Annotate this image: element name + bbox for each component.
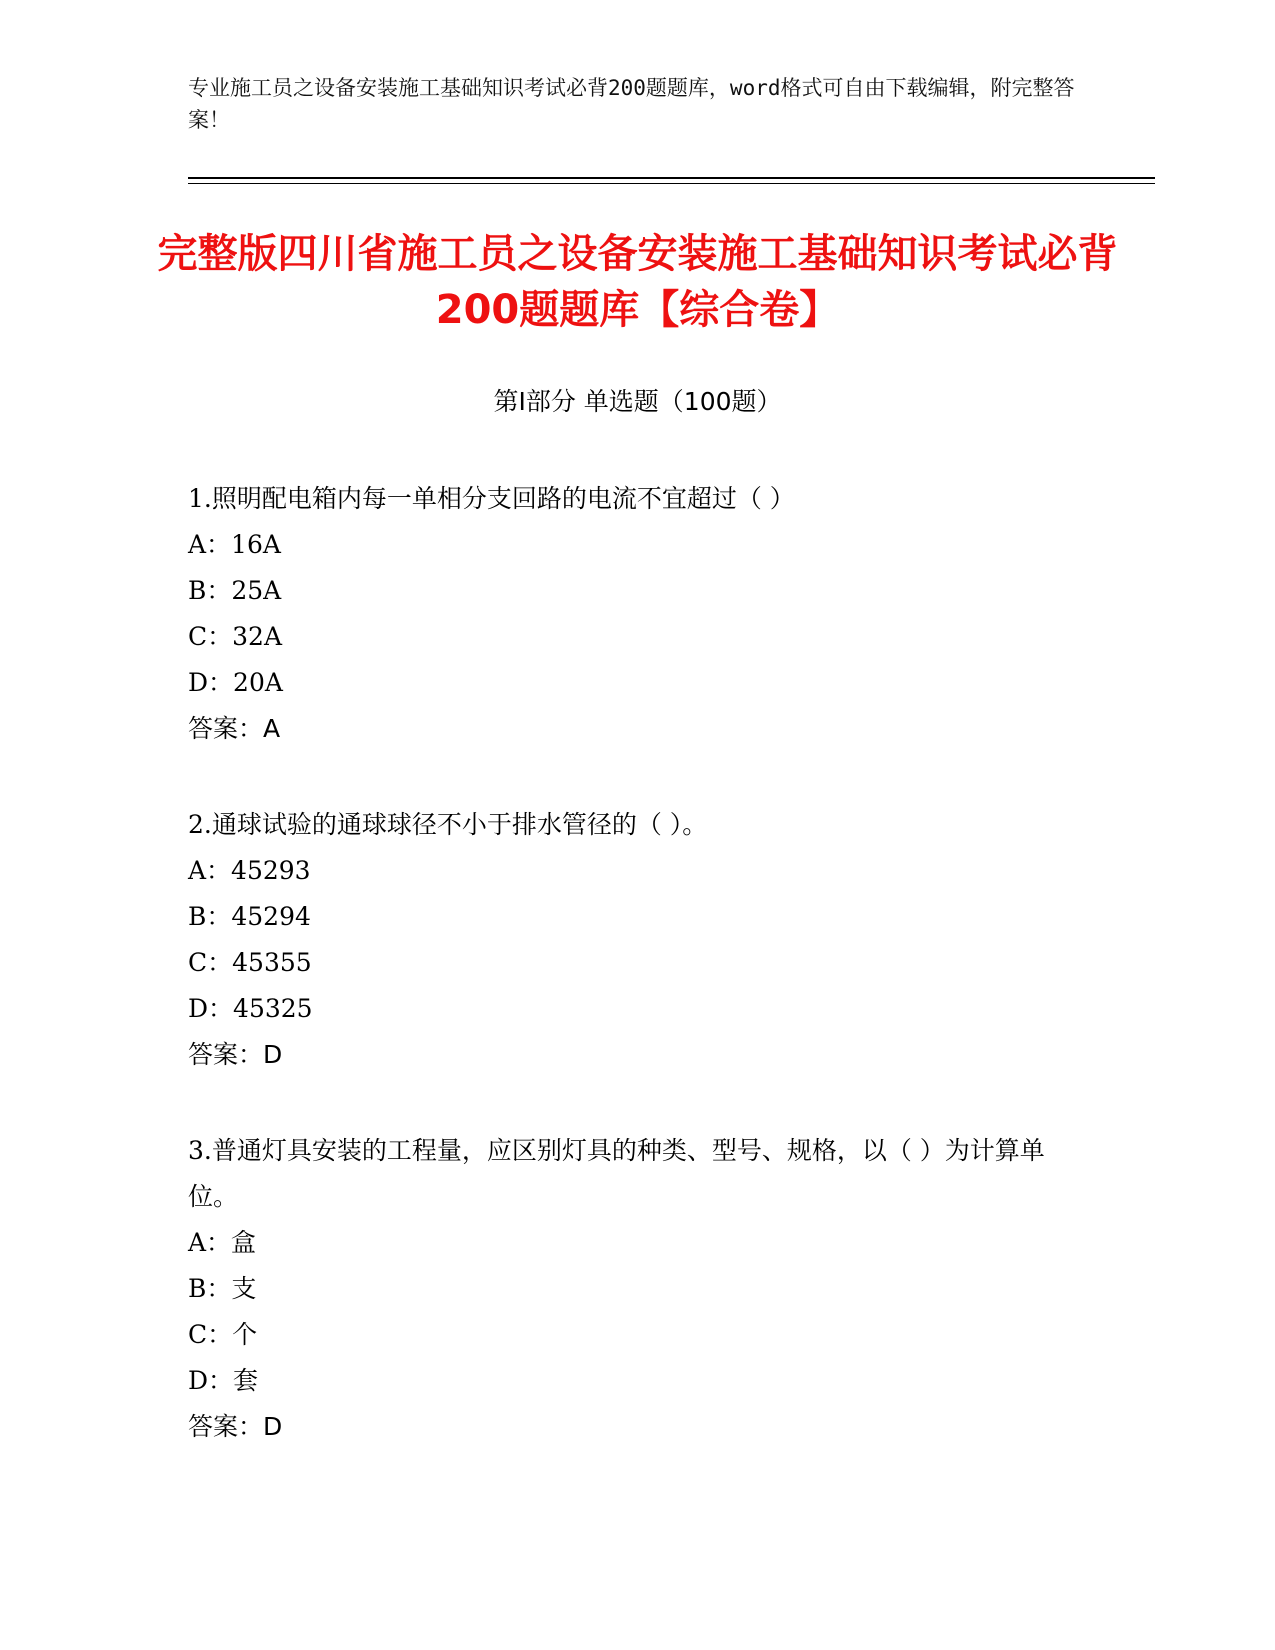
- question-stem: 2.通球试验的通球球径不小于排水管径的（ ）。: [188, 810, 708, 839]
- question-list: [188, 476, 1088, 1500]
- answer: 答案：D: [188, 1412, 283, 1441]
- option-d: D：20A: [188, 668, 283, 697]
- question-1: [188, 476, 1088, 752]
- question-3: [188, 1128, 1088, 1450]
- answer: 答案：A: [188, 714, 281, 743]
- header-divider-thin: [188, 183, 1155, 184]
- question-2: [188, 802, 1088, 1078]
- question-stem: 3.普通灯具安装的工程量，应区别灯具的种类、型号、规格，以（ ）为计算单位。: [188, 1136, 1045, 1211]
- option-c: C：个: [188, 1320, 258, 1349]
- option-d: D：套: [188, 1366, 259, 1395]
- answer: 答案：D: [188, 1040, 283, 1069]
- option-a: A：45293: [188, 856, 311, 885]
- option-a: A：盒: [188, 1228, 257, 1257]
- option-c: C：32A: [188, 622, 282, 651]
- option-b: B：45294: [188, 902, 311, 931]
- option-b: B：支: [188, 1274, 257, 1303]
- option-b: B：25A: [188, 576, 282, 605]
- header-divider-thick: [188, 177, 1155, 179]
- section-title: 第Ⅰ部分 单选题（100题）: [493, 387, 782, 416]
- option-c: C：45355: [188, 948, 312, 977]
- question-stem: 1.照明配电箱内每一单相分支回路的电流不宜超过（ ）: [188, 484, 795, 513]
- option-a: A：16A: [188, 530, 281, 559]
- option-d: D：45325: [188, 994, 313, 1023]
- document-title: 完整版四川省施工员之设备安装施工基础知识考试必背200题题库【综合卷】: [157, 231, 1118, 333]
- header-note: 专业施工员之设备安装施工基础知识考试必背200题题库，word格式可自由下载编辑，附完整答案！: [188, 76, 1075, 132]
